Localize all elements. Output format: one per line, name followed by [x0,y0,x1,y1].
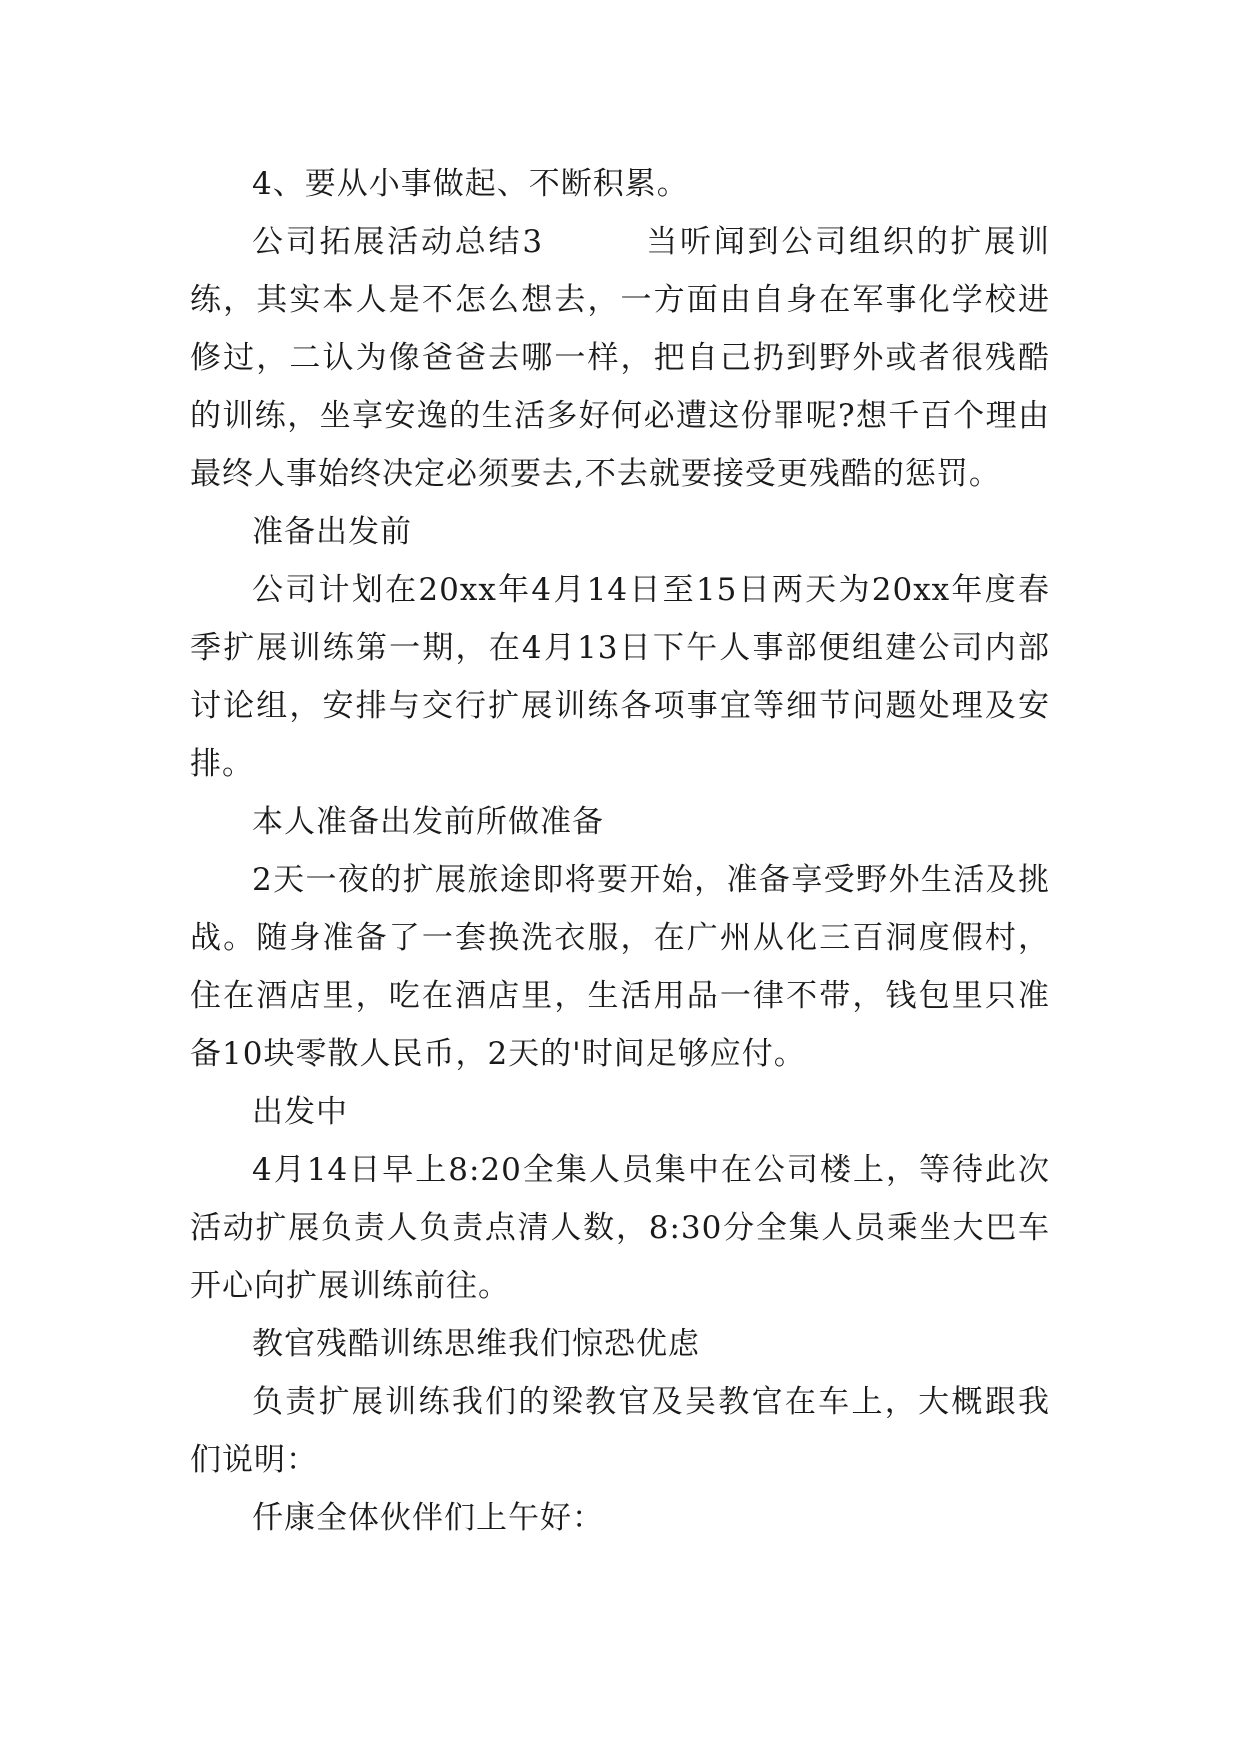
document-body [190,155,1050,1547]
paragraph: 仟康全体伙伴们上午好： [252,1500,604,1536]
paragraph: 2天一夜的扩展旅途即将要开始，准备享受野外生活及挑战。随身准备了一套换洗衣服，在广州从化三百洞度假村，住在酒店里，吃在酒店里，生活用品一律不带，钱包里只准备10块零散人民币，2天的'时间足够应付。 [190,862,1050,1072]
section-heading: 准备出发前 [252,514,412,550]
paragraph: 4月14日早上8:20全集人员集中在公司楼上，等待此次活动扩展负责人负责点清人数，8:30分全集人员乘坐大巴车开心向扩展训练前往。 [190,1152,1050,1304]
paragraph: 公司拓展活动总结3 当听闻到公司组织的扩展训练，其实本人是不怎么想去，一方面由自身在军事化学校进修过，二认为像爸爸去哪一样，把自己扔到野外或者很残酷的训练，坐享安逸的生活多好何必遭这份罪呢?想千百个理由最终人事始终决定必须要去,不去就要接受更残酷的惩罚。 [190,224,1050,492]
paragraph: 4、要从小事做起、不断积累。 [252,166,689,202]
paragraph: 公司计划在20xx年4月14日至15日两天为20xx年度春季扩展训练第一期，在4月13日下午人事部便组建公司内部讨论组，安排与交行扩展训练各项事宜等细节问题处理及安排。 [190,572,1050,782]
section-heading: 教官残酷训练思维我们惊恐优虑 [252,1326,700,1362]
paragraph: 负责扩展训练我们的梁教官及吴教官在车上，大概跟我们说明： [190,1384,1050,1478]
section-heading: 本人准备出发前所做准备 [252,804,604,840]
section-heading: 出发中 [252,1094,348,1130]
